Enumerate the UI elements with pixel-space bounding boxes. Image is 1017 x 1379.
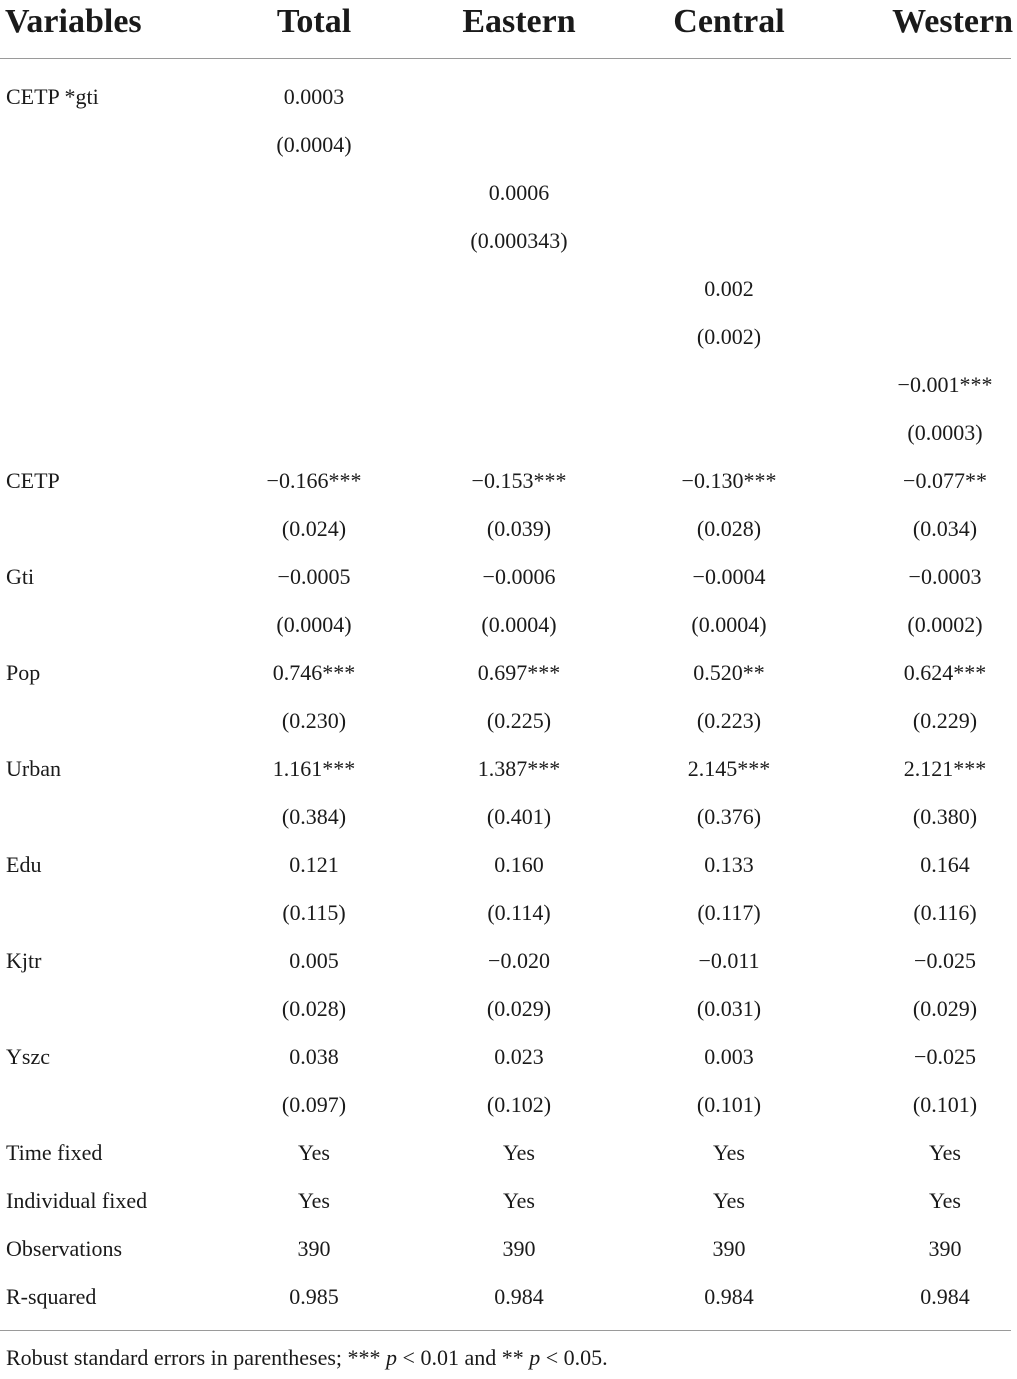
table-cell: (0.223) bbox=[696, 708, 762, 733]
table-row bbox=[0, 889, 1017, 937]
footnote-text: < 0.05. bbox=[540, 1345, 608, 1370]
table-cell: 0.005 bbox=[289, 948, 339, 973]
table-cell: (0.031) bbox=[696, 996, 762, 1021]
table-cell: 1.387*** bbox=[477, 756, 561, 781]
table-cell: (0.401) bbox=[486, 804, 552, 829]
table-cell: −0.025 bbox=[914, 948, 976, 973]
table-cell: (0.117) bbox=[697, 900, 761, 925]
table-cell: (0.114) bbox=[487, 900, 551, 925]
table-row bbox=[0, 745, 1017, 793]
table-row bbox=[0, 217, 1017, 265]
table-row bbox=[0, 601, 1017, 649]
table-cell: −0.0003 bbox=[908, 564, 982, 589]
header-total: Total bbox=[276, 3, 352, 40]
table-cell: 0.0006 bbox=[488, 180, 550, 205]
row-label: Pop bbox=[6, 660, 41, 685]
table-row bbox=[0, 1081, 1017, 1129]
header-eastern: Eastern bbox=[462, 3, 576, 40]
table-row bbox=[0, 1177, 1017, 1225]
table-cell: (0.101) bbox=[696, 1092, 762, 1117]
table-cell: Yes bbox=[928, 1188, 961, 1213]
table-cell: 0.520** bbox=[693, 660, 765, 685]
table-cell: (0.039) bbox=[486, 516, 552, 541]
table-cell: (0.101) bbox=[912, 1092, 978, 1117]
table-row bbox=[0, 73, 1017, 121]
table-cell: (0.225) bbox=[486, 708, 552, 733]
row-label: Urban bbox=[6, 756, 61, 781]
table-row bbox=[0, 409, 1017, 457]
table-cell: 390 bbox=[928, 1236, 962, 1261]
table-row bbox=[0, 793, 1017, 841]
table-row bbox=[0, 985, 1017, 1033]
table-cell: Yes bbox=[297, 1188, 330, 1213]
table-row bbox=[0, 937, 1017, 985]
row-label: R-squared bbox=[6, 1284, 97, 1309]
table-cell: 390 bbox=[297, 1236, 331, 1261]
table-header bbox=[0, 0, 1017, 44]
table-cell: −0.020 bbox=[488, 948, 550, 973]
row-label: CETP *gti bbox=[6, 84, 99, 109]
table-cell: −0.0005 bbox=[277, 564, 351, 589]
row-label: Edu bbox=[6, 852, 42, 877]
table-cell: (0.376) bbox=[696, 804, 762, 829]
footnote-p: p bbox=[386, 1345, 398, 1370]
table-row bbox=[0, 361, 1017, 409]
table-cell: Yes bbox=[297, 1140, 330, 1165]
table-cell: (0.0002) bbox=[907, 612, 983, 637]
table-cell: 2.145*** bbox=[687, 756, 771, 781]
table-cell: (0.229) bbox=[912, 708, 978, 733]
table-cell: 0.164 bbox=[920, 852, 970, 877]
table-cell: 0.133 bbox=[704, 852, 754, 877]
table-cell: −0.0006 bbox=[482, 564, 556, 589]
table-cell: −0.130*** bbox=[681, 468, 777, 493]
table-cell: (0.0004) bbox=[481, 612, 557, 637]
table-cell: 0.984 bbox=[920, 1284, 970, 1309]
table-cell: (0.000343) bbox=[470, 228, 568, 253]
table-cell: (0.0004) bbox=[276, 612, 352, 637]
table-cell: (0.384) bbox=[281, 804, 347, 829]
table-cell: Yes bbox=[502, 1188, 535, 1213]
table-cell: (0.024) bbox=[281, 516, 347, 541]
table-cell: 0.002 bbox=[704, 276, 754, 301]
bottom-rule bbox=[0, 1330, 1011, 1331]
table-cell: 390 bbox=[712, 1236, 746, 1261]
table-cell: −0.166*** bbox=[266, 468, 362, 493]
table-row bbox=[0, 1273, 1017, 1321]
table-cell: (0.0004) bbox=[691, 612, 767, 637]
table-cell: −0.077** bbox=[903, 468, 987, 493]
table-cell: 0.003 bbox=[704, 1044, 754, 1069]
table-cell: 0.160 bbox=[494, 852, 544, 877]
table-cell: 0.121 bbox=[289, 852, 339, 877]
row-label: Observations bbox=[6, 1236, 123, 1261]
table-cell: 390 bbox=[502, 1236, 536, 1261]
header-central: Central bbox=[673, 3, 785, 40]
table-cell: (0.0004) bbox=[276, 132, 352, 157]
table-cell: 0.624*** bbox=[903, 660, 987, 685]
row-label: Individual fixed bbox=[6, 1188, 148, 1213]
table-cell: Yes bbox=[928, 1140, 961, 1165]
table-cell: (0.230) bbox=[281, 708, 347, 733]
table-cell: (0.028) bbox=[281, 996, 347, 1021]
table-row bbox=[0, 121, 1017, 169]
table-cell: (0.028) bbox=[696, 516, 762, 541]
table-cell: −0.011 bbox=[698, 948, 760, 973]
table-cell: 2.121*** bbox=[903, 756, 987, 781]
header-rule bbox=[0, 58, 1011, 59]
table-row bbox=[0, 265, 1017, 313]
table-cell: Yes bbox=[712, 1188, 745, 1213]
table-cell: −0.001*** bbox=[897, 372, 993, 397]
table-row bbox=[0, 649, 1017, 697]
table-cell: 0.985 bbox=[289, 1284, 339, 1309]
footnote-text: Robust standard errors in parentheses; *** bbox=[6, 1345, 387, 1370]
row-label: CETP bbox=[6, 468, 60, 493]
table-cell: (0.115) bbox=[282, 900, 346, 925]
table-cell: 0.697*** bbox=[477, 660, 561, 685]
table-cell: (0.002) bbox=[696, 324, 762, 349]
row-label: Yszc bbox=[6, 1044, 50, 1069]
table-cell: Yes bbox=[502, 1140, 535, 1165]
table-row bbox=[0, 1129, 1017, 1177]
table-cell: 0.038 bbox=[289, 1044, 339, 1069]
table-cell: 0.746*** bbox=[272, 660, 356, 685]
footnote-text: < 0.01 and ** bbox=[397, 1345, 530, 1370]
table-cell: (0.380) bbox=[912, 804, 978, 829]
row-label: Time fixed bbox=[6, 1140, 103, 1165]
table-cell: −0.025 bbox=[914, 1044, 976, 1069]
table-cell: 0.023 bbox=[494, 1044, 544, 1069]
table-cell: Yes bbox=[712, 1140, 745, 1165]
table-row bbox=[0, 1033, 1017, 1081]
table-cell: 0.984 bbox=[494, 1284, 544, 1309]
table-row bbox=[0, 505, 1017, 553]
table-row bbox=[0, 1225, 1017, 1273]
table-cell: (0.029) bbox=[912, 996, 978, 1021]
table-cell: (0.116) bbox=[913, 900, 977, 925]
table-cell: (0.097) bbox=[281, 1092, 347, 1117]
table-cell: (0.034) bbox=[912, 516, 978, 541]
footnote-p: p bbox=[529, 1345, 541, 1370]
table-cell: −0.153*** bbox=[471, 468, 567, 493]
table-cell: −0.0004 bbox=[692, 564, 766, 589]
table-row bbox=[0, 457, 1017, 505]
table-cell: (0.102) bbox=[486, 1092, 552, 1117]
row-label: Kjtr bbox=[6, 948, 42, 973]
table-cell: 0.984 bbox=[704, 1284, 754, 1309]
table-row bbox=[0, 841, 1017, 889]
table-row bbox=[0, 313, 1017, 361]
table-cell: (0.029) bbox=[486, 996, 552, 1021]
header-variables: Variables bbox=[5, 3, 142, 40]
table-row bbox=[0, 169, 1017, 217]
table-row bbox=[0, 553, 1017, 601]
table-row bbox=[0, 697, 1017, 745]
table-footnote bbox=[6, 1338, 608, 1378]
table-cell: (0.0003) bbox=[907, 420, 983, 445]
table-cell: 1.161*** bbox=[272, 756, 356, 781]
table-cell: 0.0003 bbox=[283, 84, 345, 109]
header-western: Western bbox=[892, 3, 1013, 40]
row-label: Gti bbox=[6, 564, 35, 589]
